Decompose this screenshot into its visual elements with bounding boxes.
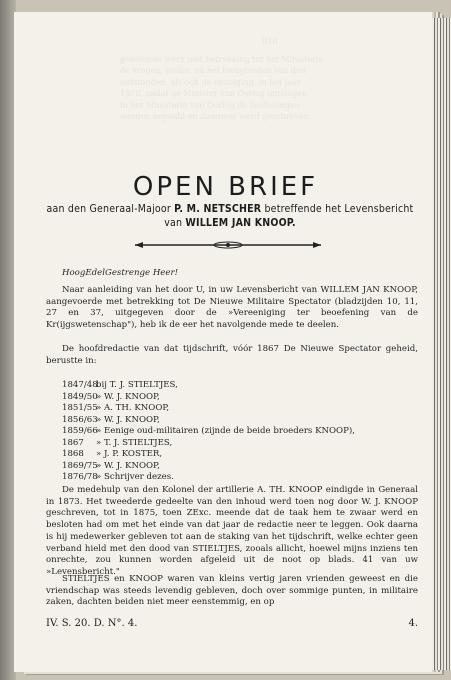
bleed-through-line: 1870, nadat de Minister van Oorlog ontslagen <box>120 89 308 98</box>
list-years: 1847/48 <box>62 380 98 390</box>
list-item <box>62 461 362 473</box>
list-name: » A. TH. KNOOP, <box>96 403 170 413</box>
list-name: » J. P. KOSTER, <box>96 449 163 459</box>
list-years: 1868 <box>62 449 84 459</box>
list-years: 1856/63 <box>62 414 98 425</box>
subtitle-suffix: betreffende het Levensbericht <box>264 203 414 215</box>
subtitle-line-2 <box>30 217 430 229</box>
list-item <box>62 392 362 404</box>
list-item <box>62 438 362 450</box>
page-title: OPEN BRIEF <box>132 172 319 202</box>
list-years: 1867 <box>62 437 84 448</box>
bleed-through-text <box>120 36 420 166</box>
list-years: 1869/75 <box>62 460 98 471</box>
list-item <box>62 403 362 415</box>
paragraph-3: De medehulp van den Kolonel der artillerie A. TH. KNOOP eindigde in Generaal in 1873. Het tweederde gedeelte van den inhoud werd toen nog door W. J. KNOOP geschreven, tot in 1875, toen ZExc. meende dat de taak hem te zwaar werd en besloten had om met het einde van dat jaar de redactie neer te leggen. Ook daarna is hij medewerker gebleven tot aan de staking van het tijdschrift, welke echter geen verband hield met den dood van STIELTJES, zooals allicht, hoewel mijns inziens ten onrechte, zou kunnen worden afgeleid uit de noot op blads. 41 van uw »Levensbericht." <box>46 485 418 577</box>
list-item <box>62 380 362 392</box>
subtitle-prefix: aan den Generaal-Majoor <box>46 203 171 215</box>
bleed-through-line: ontstonden, als ook de opvolging, in het jaar <box>120 77 301 87</box>
paragraph-2: De hoofdredactie van dat tijdschrift, vóór 1867 De Nieuwe Spectator geheid, berustte in: <box>46 344 418 366</box>
paragraph-1: Naar aanleiding van het door U, in uw Levensbericht van WILLEM JAN KNOOP, aangevoerde met betrekking tot De Nieuwe Militaire Spectator (bladzijden 10, 11, 27 en 37, uitgegeven door de »Vereeniging ter beoefening van de Kr(ijgswetenschap"), heb ik de eer het navolgende mede te deelen. <box>46 285 418 331</box>
subtitle-line2-name: WILLEM JAN KNOOP. <box>185 217 296 229</box>
ornamental-rule <box>133 240 323 250</box>
list-years: 1849/50 <box>62 391 98 402</box>
paragraph-4: STIELTJES en KNOOP waren van kleins vertig jaren vrienden geweest en die vriendschap was steeds levendig gebleven, doch over sommige punten, in militaire zaken, dachten beiden niet meer eenstemmig, en op <box>46 574 418 608</box>
salutation: HoogEdelGestrenge Heer! <box>62 268 179 278</box>
list-item <box>62 415 362 427</box>
list-name: » Eenige oud-militairen (zijnde de beide broeders KNOOP), <box>96 426 355 436</box>
list-name: bij T. J. STIELTJES, <box>96 380 178 390</box>
editor-list <box>62 380 362 484</box>
list-years: 1876/78 <box>62 472 98 482</box>
list-item <box>62 449 362 461</box>
bleed-through-page-number: 910 <box>262 37 278 46</box>
list-name: » W. J. KNOOP, <box>96 414 160 425</box>
bleed-through-line: de vragen, welke, na het terugtreden van den <box>120 66 306 75</box>
list-item <box>62 472 362 484</box>
bleed-through-line: in het Ministerie van Oorlog de beslissingen <box>120 100 300 110</box>
list-name: » W. J. KNOOP, <box>96 460 160 471</box>
list-years: 1851/55 <box>62 403 98 413</box>
signature-mark: IV. S. 20. D. N°. 4. <box>46 618 138 629</box>
list-name: » Schrijver dezes. <box>96 472 174 482</box>
subtitle-name: P. M. NETSCHER <box>174 203 262 215</box>
list-name: » W. J. KNOOP, <box>96 391 160 402</box>
page-footer <box>46 618 418 629</box>
sheet-number: 4. <box>408 618 418 629</box>
list-name: » T. J. STIELTJES, <box>96 437 173 448</box>
page-edges <box>432 18 451 670</box>
bleed-through-line: werden bepaald en daarover werd geschreven. <box>120 112 312 121</box>
subtitle-line2-prefix: van <box>164 217 183 229</box>
list-years: 1859/66 <box>62 426 98 436</box>
list-item <box>62 426 362 438</box>
subtitle-line-1 <box>30 203 430 215</box>
bleed-through-line: genoemde werk met betrekking tot het Ministerie <box>120 54 324 64</box>
